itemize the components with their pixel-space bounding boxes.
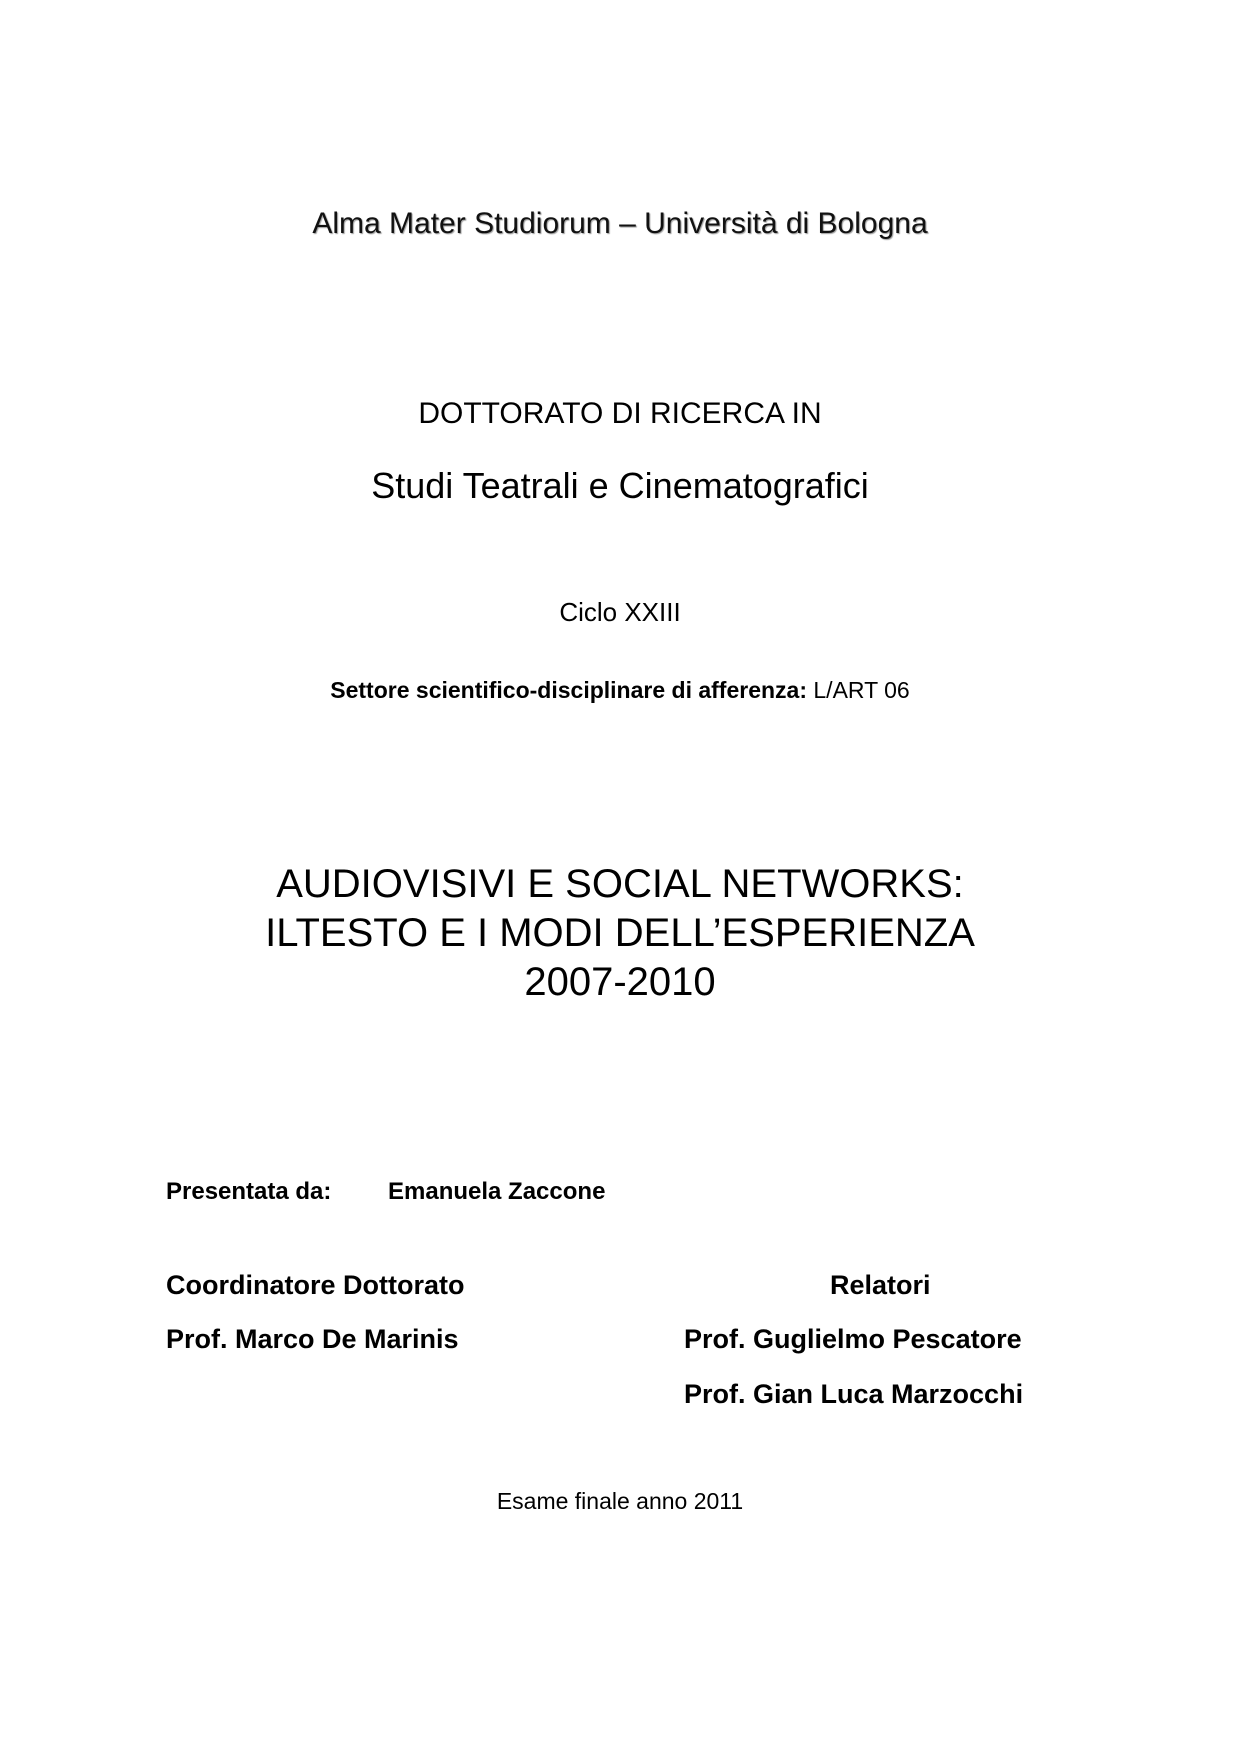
university-name: Alma Mater Studiorum – Università di Bologna xyxy=(312,207,928,240)
presented-by-name: Emanuela Zaccone xyxy=(388,1178,606,1205)
program-label: DOTTORATO DI RICERCA IN xyxy=(418,397,822,430)
thesis-title-line1: AUDIOVISIVI E SOCIAL NETWORKS: xyxy=(276,862,964,906)
supervisors-label: Relatori xyxy=(830,1270,931,1300)
sector-value: L/ART 06 xyxy=(813,677,910,703)
sector-label: Settore scientifico-disciplinare di afferenza: xyxy=(330,677,807,703)
sector-line xyxy=(0,676,1240,704)
thesis-title xyxy=(0,860,1240,1007)
thesis-title-line2: ILTESTO E I MODI DELL’ESPERIENZA xyxy=(265,911,975,955)
final-exam-year: Esame finale anno 2011 xyxy=(496,1488,744,1514)
supervisor-name: Prof. Guglielmo Pescatore xyxy=(684,1324,1022,1354)
presented-by-label: Presentata da: xyxy=(166,1178,332,1205)
supervisor-name: Prof. Gian Luca Marzocchi xyxy=(684,1379,1024,1409)
coordinator-label: Coordinatore Dottorato xyxy=(166,1270,465,1300)
coordinator-name: Prof. Marco De Marinis xyxy=(166,1324,459,1354)
program-name: Studi Teatrali e Cinematografici xyxy=(371,465,869,506)
cycle: Ciclo XXIII xyxy=(559,597,681,627)
thesis-years: 2007-2010 xyxy=(524,960,716,1004)
